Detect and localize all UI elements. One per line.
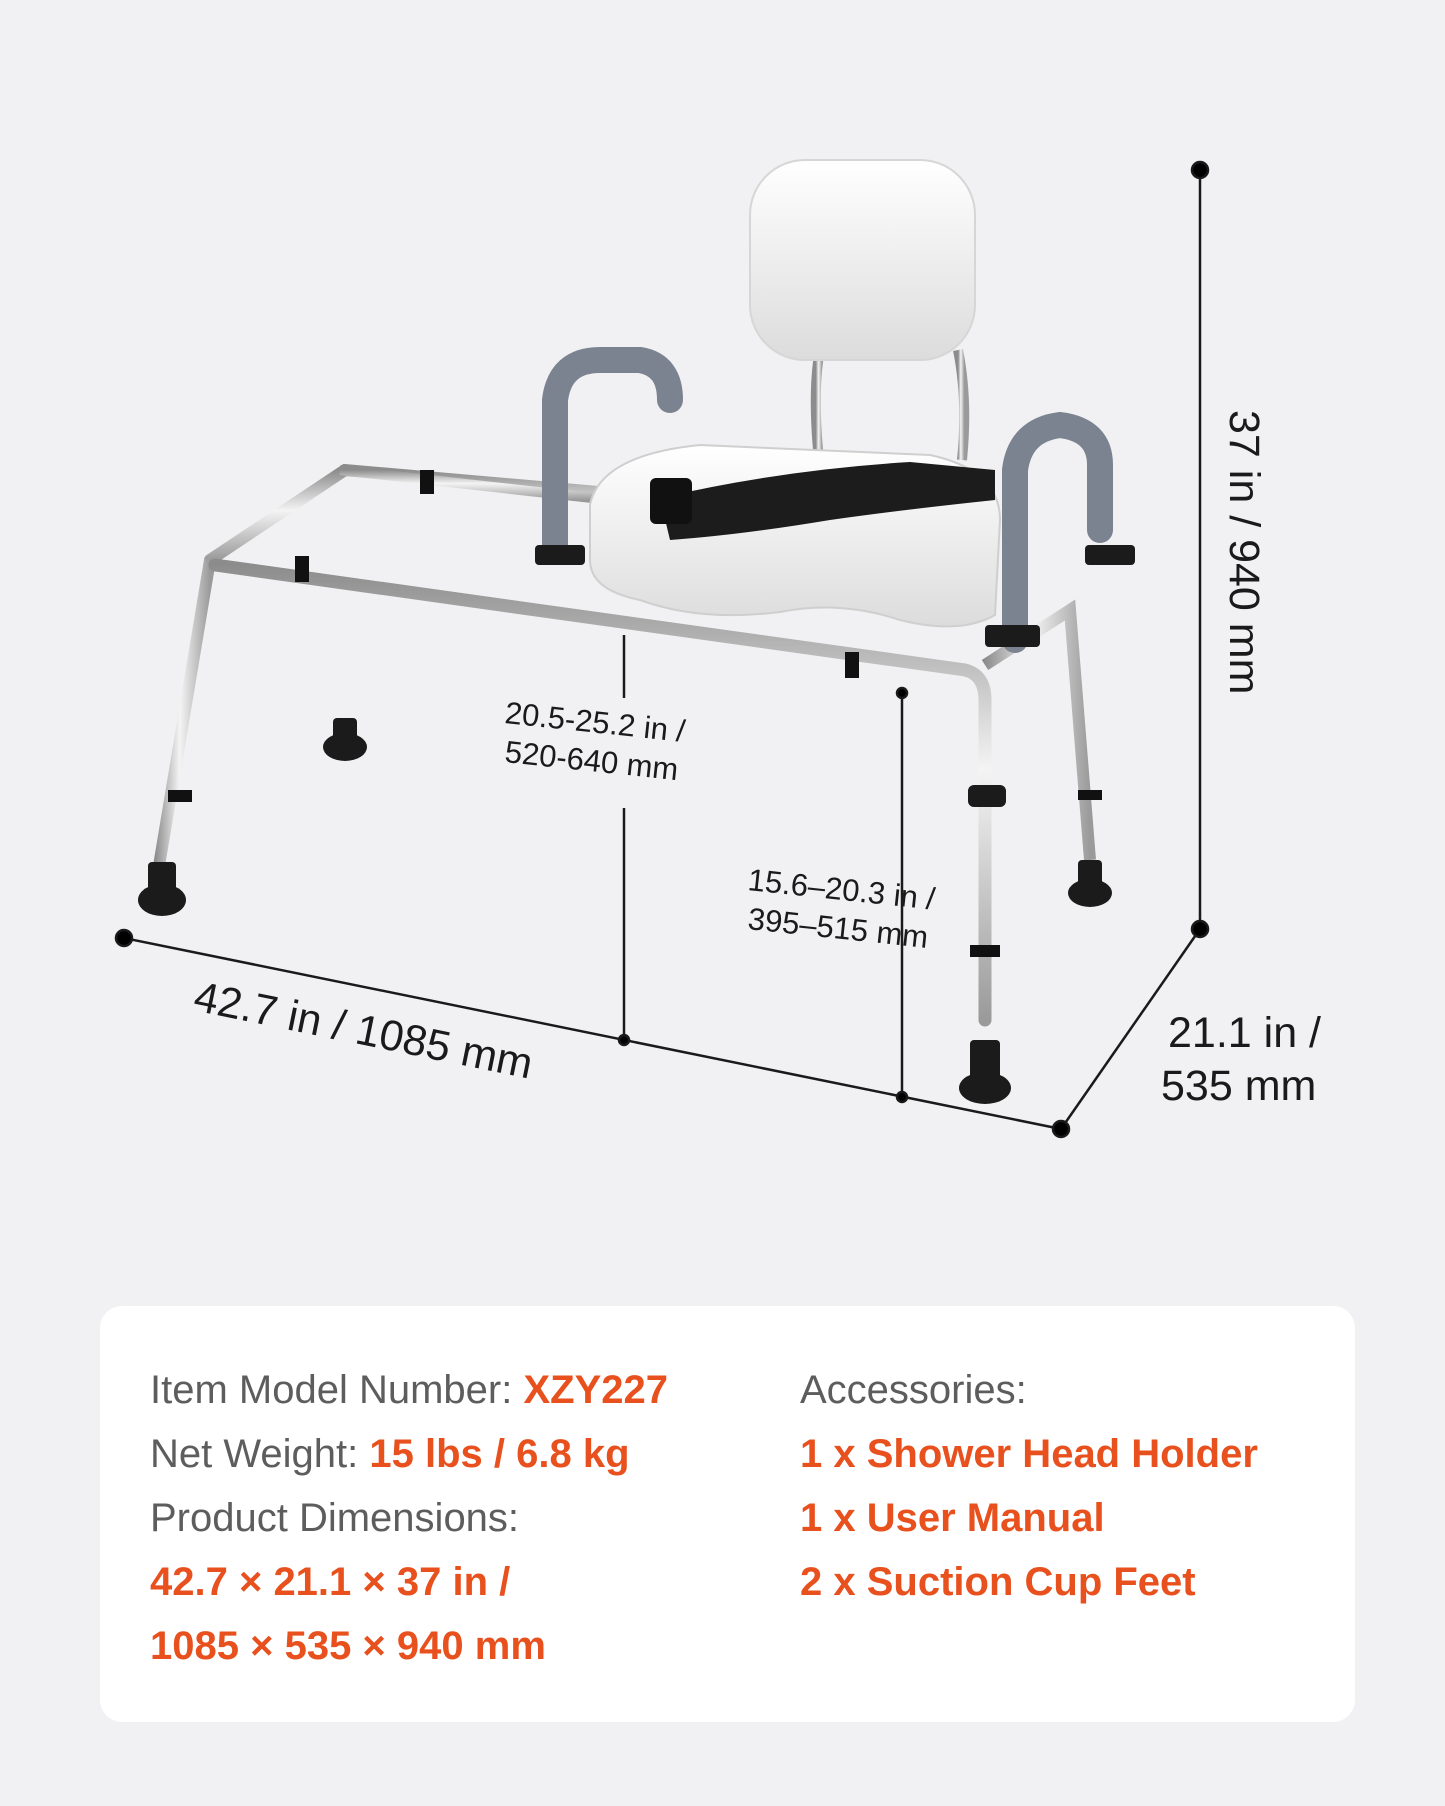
seat-height-label-line1: 20.5-25.2 in / bbox=[503, 695, 687, 749]
model-number-value: XZY227 bbox=[523, 1368, 668, 1412]
specs-column bbox=[150, 1358, 668, 1678]
net-weight-label: Net Weight: bbox=[150, 1432, 359, 1476]
net-weight-row bbox=[150, 1422, 668, 1486]
transfer-bench-image bbox=[138, 160, 1135, 1104]
depth-label-line2: 535 mm bbox=[1161, 1062, 1317, 1110]
spec-card bbox=[100, 1306, 1355, 1722]
net-weight-value: 15 lbs / 6.8 kg bbox=[369, 1432, 630, 1476]
accessory-item: 1 x Shower Head Holder bbox=[800, 1432, 1258, 1476]
dimension-dot bbox=[1192, 162, 1208, 178]
model-number-label: Item Model Number: bbox=[150, 1368, 513, 1412]
accessory-item: 1 x User Manual bbox=[800, 1496, 1105, 1540]
model-number-row bbox=[150, 1358, 668, 1422]
dimension-dot bbox=[897, 688, 907, 698]
seat-height-label-line2: 520-640 mm bbox=[503, 734, 681, 788]
rail-height-label-line1: 15.6–20.3 in / bbox=[746, 862, 937, 917]
depth-label-line1: 21.1 in / bbox=[1168, 1009, 1321, 1057]
rail-height-label-line2: 395–515 mm bbox=[746, 901, 930, 955]
product-dimensions-value-line1: 42.7 × 21.1 × 37 in / bbox=[150, 1560, 511, 1604]
dimension-dot bbox=[897, 1092, 907, 1102]
product-dimensions-value-line2: 1085 × 535 × 940 mm bbox=[150, 1624, 546, 1668]
product-dimensions-label: Product Dimensions: bbox=[150, 1496, 520, 1540]
height-label: 37 in / 940 mm bbox=[1220, 410, 1268, 695]
dimension-dot bbox=[1192, 921, 1208, 937]
length-label: 42.7 in / 1085 mm bbox=[190, 972, 537, 1089]
accessories-label: Accessories: bbox=[800, 1368, 1027, 1412]
accessory-item: 2 x Suction Cup Feet bbox=[800, 1560, 1196, 1604]
accessories-column bbox=[800, 1358, 1258, 1614]
dimension-dot bbox=[1053, 1121, 1069, 1137]
dimension-dot bbox=[116, 930, 132, 946]
dimension-dot bbox=[619, 1035, 629, 1045]
